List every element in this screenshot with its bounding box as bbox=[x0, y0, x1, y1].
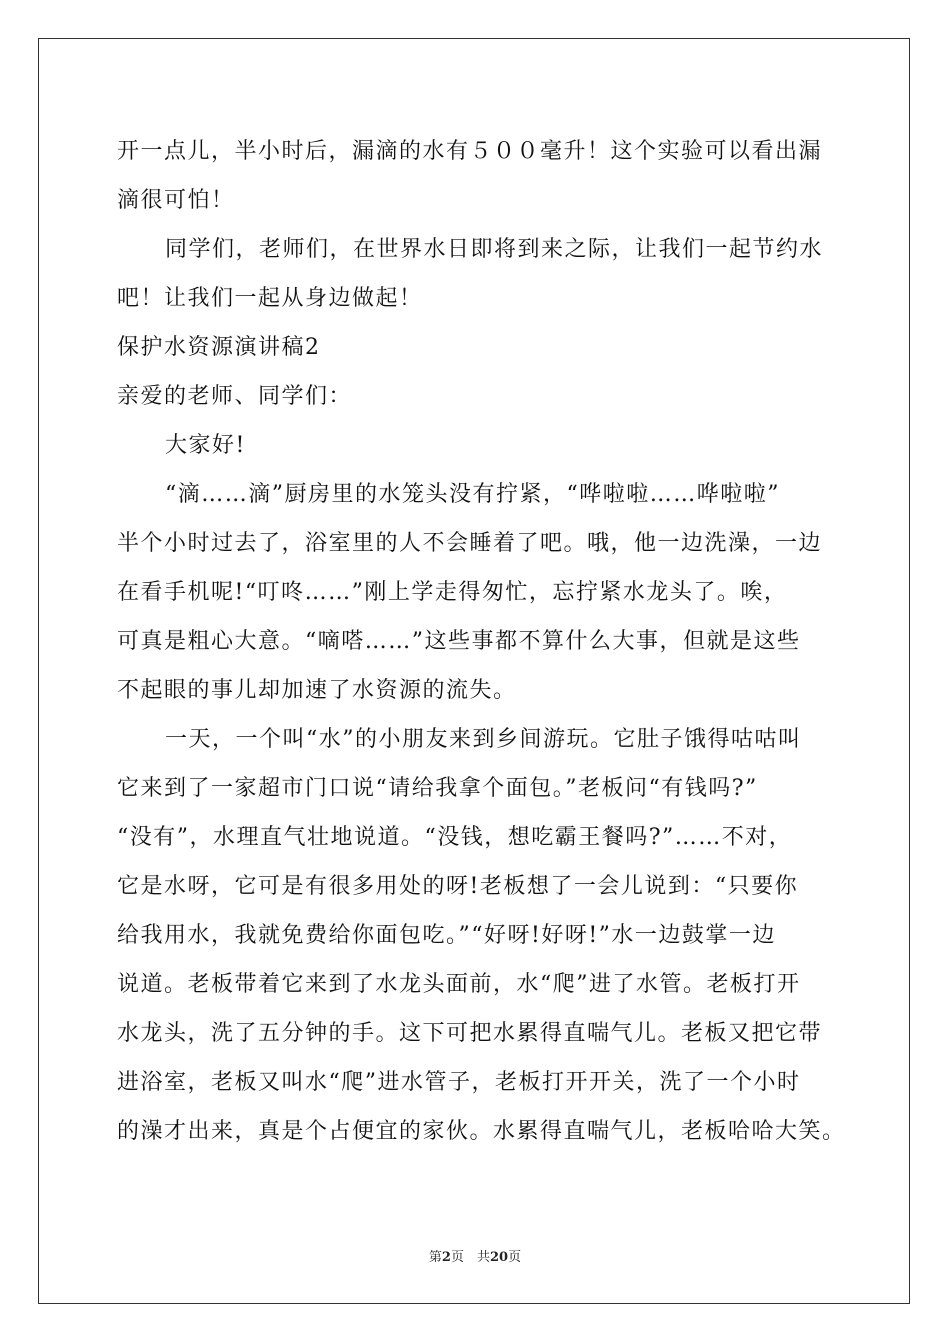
text-line: 在看手机呢!“叮咚……”刚上学走得匆忙，忘拧紧水龙头了。唉， bbox=[117, 580, 788, 605]
text-line: 滴很可怕！ bbox=[117, 188, 235, 213]
section-title: 保护水资源演讲稿2 bbox=[117, 335, 321, 360]
text-line: 它是水呀，它可是有很多用处的呀!老板想了一会儿说到：“只要你 bbox=[117, 874, 799, 899]
current-page-number: 2 bbox=[441, 1250, 451, 1265]
salutation: 亲爱的老师、同学们： bbox=[117, 384, 353, 409]
total-page-number: 20 bbox=[489, 1250, 509, 1265]
text-line: 水龙头，洗了五分钟的手。这下可把水累得直喘气儿。老板又把它带 bbox=[117, 1021, 823, 1046]
text-line: 不起眼的事儿却加速了水资源的流失。 bbox=[117, 678, 517, 703]
text-line: 半个小时过去了，浴室里的人不会睡着了吧。哦，他一边洗澡，一边 bbox=[117, 531, 823, 556]
text-line: 给我用水，我就免费给你面包吃。”“好呀!好呀!”水一边鼓掌一边 bbox=[117, 923, 776, 948]
paragraph-start: “滴……滴”厨房里的水笼头没有拧紧，“哗啦啦……哗啦啦” bbox=[165, 482, 780, 507]
text-line: 它来到了一家超市门口说“请给我拿个面包。”老板问“有钱吗?” bbox=[117, 776, 758, 801]
text-line: 进浴室，老板又叫水“爬”进水管子，老板打开开关，洗了一个小时 bbox=[117, 1070, 801, 1095]
greeting: 大家好! bbox=[165, 433, 246, 458]
page-prefix: 第 bbox=[428, 1250, 442, 1265]
page-mid: 页 共 bbox=[450, 1250, 490, 1265]
text-line: 的澡才出来，真是个占便宜的家伙。水累得直喘气儿，老板哈哈大笑。 bbox=[117, 1119, 846, 1144]
page-suffix: 页 bbox=[508, 1250, 522, 1265]
text-line: “没有”，水理直气壮地说道。“没钱，想吃霸王餐吗?”……不对， bbox=[117, 825, 793, 850]
text-line: 说道。老板带着它来到了水龙头面前，水“爬”进了水管。老板打开 bbox=[117, 972, 801, 997]
page-footer bbox=[0, 1246, 950, 1265]
text-line: 吧！让我们一起从身边做起！ bbox=[117, 286, 423, 311]
text-line: 可真是粗心大意。“嘀嗒……”这些事都不算什么大事，但就是这些 bbox=[117, 629, 801, 654]
paragraph-start: 一天，一个叫“水”的小朋友来到乡间游玩。它肚子饿得咕咕叫 bbox=[165, 727, 802, 752]
paragraph-start: 同学们，老师们，在世界水日即将到来之际，让我们一起节约水 bbox=[165, 237, 824, 262]
text-line: 开一点儿，半小时后，漏滴的水有５００毫升！这个实验可以看出漏 bbox=[117, 139, 823, 164]
